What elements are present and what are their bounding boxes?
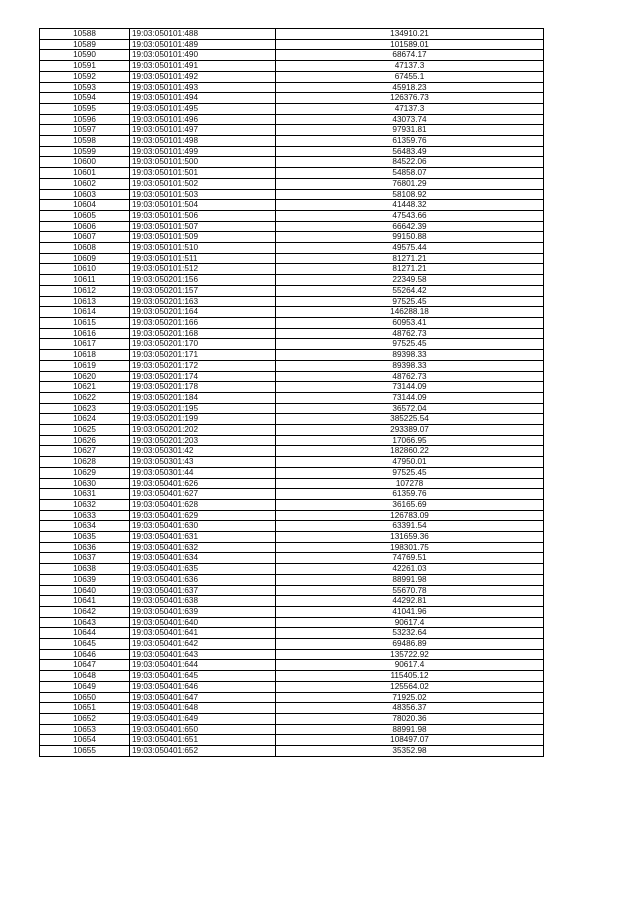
table-row (40, 296, 544, 307)
row-number-cell: 10629 (40, 467, 130, 478)
row-number-cell: 10616 (40, 328, 130, 339)
cadastral-number-cell: 19:03:050201:178 (130, 382, 276, 393)
cadastral-number-cell: 19:03:050401:642 (130, 639, 276, 650)
amount-cell: 49575.44 (276, 243, 544, 254)
cadastral-number-cell: 19:03:050301:44 (130, 467, 276, 478)
cadastral-number-cell: 19:03:050301:42 (130, 446, 276, 457)
amount-cell: 61359.76 (276, 136, 544, 147)
amount-cell: 58108.92 (276, 189, 544, 200)
table-row (40, 253, 544, 264)
amount-cell: 84522.06 (276, 157, 544, 168)
cadastral-number-cell: 19:03:050101:502 (130, 178, 276, 189)
cadastral-number-cell: 19:03:050401:645 (130, 671, 276, 682)
amount-cell: 17066.95 (276, 435, 544, 446)
row-number-cell: 10642 (40, 606, 130, 617)
table-row (40, 532, 544, 543)
amount-cell: 43073.74 (276, 114, 544, 125)
row-number-cell: 10632 (40, 499, 130, 510)
row-number-cell: 10613 (40, 296, 130, 307)
amount-cell: 48356.37 (276, 703, 544, 714)
amount-cell: 134910.21 (276, 29, 544, 40)
table-row (40, 82, 544, 93)
cadastral-number-cell: 19:03:050201:202 (130, 425, 276, 436)
amount-cell: 48762.73 (276, 328, 544, 339)
row-number-cell: 10624 (40, 414, 130, 425)
row-number-cell: 10639 (40, 574, 130, 585)
table-row (40, 499, 544, 510)
cadastral-number-cell: 19:03:050201:168 (130, 328, 276, 339)
amount-cell: 293389.07 (276, 425, 544, 436)
table-row (40, 328, 544, 339)
table-row (40, 371, 544, 382)
table-row (40, 275, 544, 286)
cadastral-number-cell: 19:03:050101:506 (130, 210, 276, 221)
table-row (40, 307, 544, 318)
table-row (40, 382, 544, 393)
table-row (40, 606, 544, 617)
amount-cell: 71925.02 (276, 692, 544, 703)
row-number-cell: 10647 (40, 660, 130, 671)
table-row (40, 317, 544, 328)
cadastral-number-cell: 19:03:050201:174 (130, 371, 276, 382)
amount-cell: 146288.18 (276, 307, 544, 318)
cadastral-number-cell: 19:03:050401:650 (130, 724, 276, 735)
table-row (40, 136, 544, 147)
table-row (40, 746, 544, 757)
row-number-cell: 10594 (40, 93, 130, 104)
cadastral-number-cell: 19:03:050401:634 (130, 553, 276, 564)
table-row (40, 628, 544, 639)
amount-cell: 198301.75 (276, 542, 544, 553)
table-row (40, 114, 544, 125)
row-number-cell: 10604 (40, 200, 130, 211)
cadastral-number-cell: 19:03:050101:494 (130, 93, 276, 104)
row-number-cell: 10644 (40, 628, 130, 639)
table-row (40, 435, 544, 446)
table-row (40, 221, 544, 232)
amount-cell: 35352.98 (276, 746, 544, 757)
row-number-cell: 10593 (40, 82, 130, 93)
data-table (39, 28, 544, 757)
amount-cell: 125564.02 (276, 681, 544, 692)
cadastral-number-cell: 19:03:050201:203 (130, 435, 276, 446)
table-row (40, 649, 544, 660)
amount-cell: 36572.04 (276, 403, 544, 414)
cadastral-number-cell: 19:03:050101:498 (130, 136, 276, 147)
table-row (40, 403, 544, 414)
row-number-cell: 10622 (40, 392, 130, 403)
amount-cell: 54858.07 (276, 168, 544, 179)
cadastral-number-cell: 19:03:050401:648 (130, 703, 276, 714)
table-body (40, 29, 544, 757)
amount-cell: 81271.21 (276, 253, 544, 264)
cadastral-number-cell: 19:03:050101:495 (130, 103, 276, 114)
cadastral-number-cell: 19:03:050401:641 (130, 628, 276, 639)
cadastral-number-cell: 19:03:050401:631 (130, 532, 276, 543)
row-number-cell: 10598 (40, 136, 130, 147)
cadastral-number-cell: 19:03:050401:629 (130, 510, 276, 521)
cadastral-number-cell: 19:03:050101:493 (130, 82, 276, 93)
table-row (40, 264, 544, 275)
cadastral-number-cell: 19:03:050101:492 (130, 71, 276, 82)
cadastral-number-cell: 19:03:050101:499 (130, 146, 276, 157)
row-number-cell: 10645 (40, 639, 130, 650)
cadastral-number-cell: 19:03:050201:166 (130, 317, 276, 328)
row-number-cell: 10600 (40, 157, 130, 168)
row-number-cell: 10650 (40, 692, 130, 703)
row-number-cell: 10592 (40, 71, 130, 82)
table-row (40, 457, 544, 468)
row-number-cell: 10634 (40, 521, 130, 532)
amount-cell: 97525.45 (276, 296, 544, 307)
amount-cell: 41448.32 (276, 200, 544, 211)
row-number-cell: 10637 (40, 553, 130, 564)
amount-cell: 89398.33 (276, 350, 544, 361)
amount-cell: 60953.41 (276, 317, 544, 328)
row-number-cell: 10611 (40, 275, 130, 286)
amount-cell: 36165.69 (276, 499, 544, 510)
row-number-cell: 10646 (40, 649, 130, 660)
amount-cell: 47950.01 (276, 457, 544, 468)
amount-cell: 63391.54 (276, 521, 544, 532)
row-number-cell: 10618 (40, 350, 130, 361)
amount-cell: 47137.3 (276, 103, 544, 114)
cadastral-number-cell: 19:03:050201:171 (130, 350, 276, 361)
amount-cell: 89398.33 (276, 360, 544, 371)
amount-cell: 41041.96 (276, 606, 544, 617)
amount-cell: 90617.4 (276, 617, 544, 628)
row-number-cell: 10612 (40, 285, 130, 296)
table-row (40, 285, 544, 296)
table-row (40, 564, 544, 575)
row-number-cell: 10628 (40, 457, 130, 468)
amount-cell: 68674.17 (276, 50, 544, 61)
table-row (40, 596, 544, 607)
cadastral-number-cell: 19:03:050401:640 (130, 617, 276, 628)
row-number-cell: 10589 (40, 39, 130, 50)
amount-cell: 55264.42 (276, 285, 544, 296)
table-row (40, 574, 544, 585)
row-number-cell: 10621 (40, 382, 130, 393)
cadastral-number-cell: 19:03:050201:170 (130, 339, 276, 350)
row-number-cell: 10608 (40, 243, 130, 254)
cadastral-number-cell: 19:03:050201:164 (130, 307, 276, 318)
table-row (40, 189, 544, 200)
table-row (40, 339, 544, 350)
amount-cell: 47137.3 (276, 61, 544, 72)
row-number-cell: 10633 (40, 510, 130, 521)
row-number-cell: 10626 (40, 435, 130, 446)
amount-cell: 107278 (276, 478, 544, 489)
row-number-cell: 10615 (40, 317, 130, 328)
cadastral-number-cell: 19:03:050401:651 (130, 735, 276, 746)
cadastral-number-cell: 19:03:050101:488 (130, 29, 276, 40)
row-number-cell: 10651 (40, 703, 130, 714)
amount-cell: 90617.4 (276, 660, 544, 671)
table-row (40, 510, 544, 521)
cadastral-number-cell: 19:03:050101:507 (130, 221, 276, 232)
amount-cell: 182860.22 (276, 446, 544, 457)
amount-cell: 126783.09 (276, 510, 544, 521)
table-row (40, 200, 544, 211)
cadastral-number-cell: 19:03:050401:632 (130, 542, 276, 553)
cadastral-number-cell: 19:03:050401:647 (130, 692, 276, 703)
row-number-cell: 10654 (40, 735, 130, 746)
row-number-cell: 10590 (40, 50, 130, 61)
table-row (40, 617, 544, 628)
amount-cell: 108497.07 (276, 735, 544, 746)
cadastral-number-cell: 19:03:050201:157 (130, 285, 276, 296)
table-row (40, 478, 544, 489)
amount-cell: 44292.81 (276, 596, 544, 607)
cadastral-number-cell: 19:03:050101:511 (130, 253, 276, 264)
cadastral-number-cell: 19:03:050201:163 (130, 296, 276, 307)
table-row (40, 446, 544, 457)
amount-cell: 126376.73 (276, 93, 544, 104)
row-number-cell: 10635 (40, 532, 130, 543)
amount-cell: 97525.45 (276, 339, 544, 350)
amount-cell: 385225.54 (276, 414, 544, 425)
amount-cell: 67455.1 (276, 71, 544, 82)
row-number-cell: 10614 (40, 307, 130, 318)
row-number-cell: 10636 (40, 542, 130, 553)
table-row (40, 392, 544, 403)
table-row (40, 210, 544, 221)
table-row (40, 585, 544, 596)
row-number-cell: 10591 (40, 61, 130, 72)
row-number-cell: 10597 (40, 125, 130, 136)
row-number-cell: 10602 (40, 178, 130, 189)
cadastral-number-cell: 19:03:050101:489 (130, 39, 276, 50)
table-row (40, 692, 544, 703)
row-number-cell: 10610 (40, 264, 130, 275)
table-row (40, 703, 544, 714)
row-number-cell: 10607 (40, 232, 130, 243)
amount-cell: 73144.09 (276, 392, 544, 403)
row-number-cell: 10588 (40, 29, 130, 40)
table-row (40, 178, 544, 189)
amount-cell: 76801.29 (276, 178, 544, 189)
amount-cell: 81271.21 (276, 264, 544, 275)
cadastral-number-cell: 19:03:050401:630 (130, 521, 276, 532)
table-row (40, 467, 544, 478)
table-row (40, 425, 544, 436)
row-number-cell: 10640 (40, 585, 130, 596)
row-number-cell: 10617 (40, 339, 130, 350)
amount-cell: 97525.45 (276, 467, 544, 478)
cadastral-number-cell: 19:03:050401:628 (130, 499, 276, 510)
row-number-cell: 10630 (40, 478, 130, 489)
cadastral-number-cell: 19:03:050101:504 (130, 200, 276, 211)
row-number-cell: 10605 (40, 210, 130, 221)
amount-cell: 115405.12 (276, 671, 544, 682)
row-number-cell: 10625 (40, 425, 130, 436)
cadastral-number-cell: 19:03:050401:643 (130, 649, 276, 660)
cadastral-number-cell: 19:03:050401:644 (130, 660, 276, 671)
table-row (40, 29, 544, 40)
table-row (40, 414, 544, 425)
cadastral-number-cell: 19:03:050301:43 (130, 457, 276, 468)
row-number-cell: 10655 (40, 746, 130, 757)
amount-cell: 22349.58 (276, 275, 544, 286)
table-row (40, 735, 544, 746)
amount-cell: 53232.64 (276, 628, 544, 639)
cadastral-number-cell: 19:03:050401:638 (130, 596, 276, 607)
cadastral-number-cell: 19:03:050201:184 (130, 392, 276, 403)
cadastral-number-cell: 19:03:050201:195 (130, 403, 276, 414)
cadastral-number-cell: 19:03:050101:509 (130, 232, 276, 243)
row-number-cell: 10603 (40, 189, 130, 200)
amount-cell: 131659.36 (276, 532, 544, 543)
table-row (40, 93, 544, 104)
table-row (40, 553, 544, 564)
table-row (40, 125, 544, 136)
table-row (40, 232, 544, 243)
cadastral-number-cell: 19:03:050401:635 (130, 564, 276, 575)
amount-cell: 56483.49 (276, 146, 544, 157)
table-row (40, 350, 544, 361)
amount-cell: 97931.81 (276, 125, 544, 136)
cadastral-number-cell: 19:03:050101:501 (130, 168, 276, 179)
table-row (40, 639, 544, 650)
cadastral-number-cell: 19:03:050401:627 (130, 489, 276, 500)
table-row (40, 146, 544, 157)
table-row (40, 157, 544, 168)
amount-cell: 48762.73 (276, 371, 544, 382)
row-number-cell: 10619 (40, 360, 130, 371)
cadastral-number-cell: 19:03:050401:649 (130, 714, 276, 725)
cadastral-number-cell: 19:03:050101:512 (130, 264, 276, 275)
cadastral-number-cell: 19:03:050401:626 (130, 478, 276, 489)
table-row (40, 521, 544, 532)
amount-cell: 101589.01 (276, 39, 544, 50)
amount-cell: 69486.89 (276, 639, 544, 650)
row-number-cell: 10620 (40, 371, 130, 382)
row-number-cell: 10648 (40, 671, 130, 682)
row-number-cell: 10643 (40, 617, 130, 628)
table-row (40, 103, 544, 114)
cadastral-number-cell: 19:03:050101:510 (130, 243, 276, 254)
table-row (40, 39, 544, 50)
row-number-cell: 10599 (40, 146, 130, 157)
amount-cell: 73144.09 (276, 382, 544, 393)
cadastral-number-cell: 19:03:050101:496 (130, 114, 276, 125)
cadastral-number-cell: 19:03:050101:490 (130, 50, 276, 61)
amount-cell: 66642.39 (276, 221, 544, 232)
row-number-cell: 10652 (40, 714, 130, 725)
row-number-cell: 10638 (40, 564, 130, 575)
row-number-cell: 10606 (40, 221, 130, 232)
table-row (40, 243, 544, 254)
table-row (40, 714, 544, 725)
amount-cell: 47543.66 (276, 210, 544, 221)
row-number-cell: 10609 (40, 253, 130, 264)
row-number-cell: 10653 (40, 724, 130, 735)
cadastral-number-cell: 19:03:050401:637 (130, 585, 276, 596)
cadastral-number-cell: 19:03:050101:500 (130, 157, 276, 168)
cadastral-number-cell: 19:03:050101:503 (130, 189, 276, 200)
cadastral-number-cell: 19:03:050201:172 (130, 360, 276, 371)
table-row (40, 681, 544, 692)
cadastral-number-cell: 19:03:050401:636 (130, 574, 276, 585)
row-number-cell: 10601 (40, 168, 130, 179)
table-row (40, 724, 544, 735)
cadastral-number-cell: 19:03:050201:156 (130, 275, 276, 286)
amount-cell: 88991.98 (276, 724, 544, 735)
table-row (40, 71, 544, 82)
cadastral-number-cell: 19:03:050101:491 (130, 61, 276, 72)
row-number-cell: 10649 (40, 681, 130, 692)
amount-cell: 74769.51 (276, 553, 544, 564)
row-number-cell: 10595 (40, 103, 130, 114)
row-number-cell: 10631 (40, 489, 130, 500)
cadastral-number-cell: 19:03:050401:639 (130, 606, 276, 617)
table-row (40, 50, 544, 61)
table-row (40, 660, 544, 671)
table-row (40, 671, 544, 682)
amount-cell: 42261.03 (276, 564, 544, 575)
cadastral-number-cell: 19:03:050401:646 (130, 681, 276, 692)
cadastral-number-cell: 19:03:050401:652 (130, 746, 276, 757)
amount-cell: 88991.98 (276, 574, 544, 585)
row-number-cell: 10596 (40, 114, 130, 125)
table-row (40, 360, 544, 371)
table-row (40, 489, 544, 500)
table-row (40, 168, 544, 179)
amount-cell: 78020.36 (276, 714, 544, 725)
table-row (40, 542, 544, 553)
row-number-cell: 10623 (40, 403, 130, 414)
cadastral-number-cell: 19:03:050101:497 (130, 125, 276, 136)
row-number-cell: 10641 (40, 596, 130, 607)
row-number-cell: 10627 (40, 446, 130, 457)
amount-cell: 135722.92 (276, 649, 544, 660)
amount-cell: 55670.78 (276, 585, 544, 596)
amount-cell: 61359.76 (276, 489, 544, 500)
table-row (40, 61, 544, 72)
amount-cell: 45918.23 (276, 82, 544, 93)
cadastral-number-cell: 19:03:050201:199 (130, 414, 276, 425)
amount-cell: 99150.88 (276, 232, 544, 243)
